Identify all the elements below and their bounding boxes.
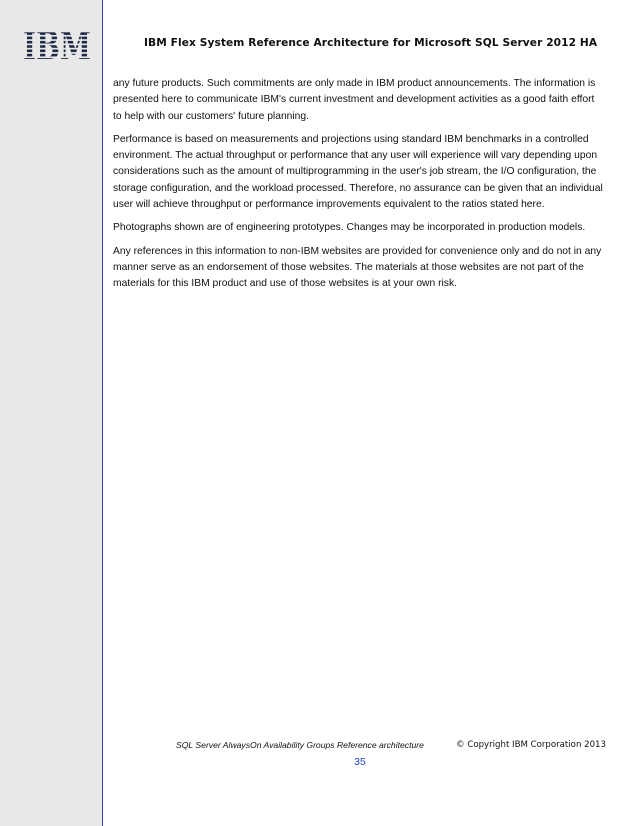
document-body bbox=[113, 76, 605, 300]
page-number: 35 bbox=[354, 756, 366, 768]
paragraph-website-references: Any references in this information to non-IBM websites are provided for convenience only and do not in any manner serve as an endorsement of those websites. The materials at those websites are not part of the materials for this IBM product and use of those websites is at your own risk. bbox=[113, 245, 602, 290]
page-footer bbox=[176, 740, 606, 754]
footer-copyright: © Copyright IBM Corporation 2013 bbox=[456, 740, 606, 750]
paragraph-performance: Performance is based on measurements and projections using standard IBM benchmarks in a controlled environment. The actual throughput or performance that any user will experience will vary depending upon considerations such as the amount of multiprogramming in the user's job stream, the I/O configuration, the storage configuration, and the workload processed. Therefore, no assurance can be given that an individual user will achieve throughput or performance improvements equivalent to the ratios stated here. bbox=[113, 133, 603, 211]
document-header-title: IBM Flex System Reference Architecture for Microsoft SQL Server 2012 HA bbox=[144, 37, 598, 49]
ibm-logo bbox=[22, 28, 92, 62]
left-margin-band bbox=[0, 0, 102, 826]
footer-document-name: SQL Server AlwaysOn Availability Groups Reference architecture bbox=[176, 740, 424, 750]
margin-rule bbox=[102, 0, 103, 826]
paragraph-photographs: Photographs shown are of engineering prototypes. Changes may be incorporated in production models. bbox=[113, 222, 586, 234]
paragraph-future-products: any future products. Such commitments are only made in IBM product announcements. The information is presented here to communicate IBM's current investment and development activities as a good faith effort to help with our customers' future planning. bbox=[113, 78, 596, 122]
